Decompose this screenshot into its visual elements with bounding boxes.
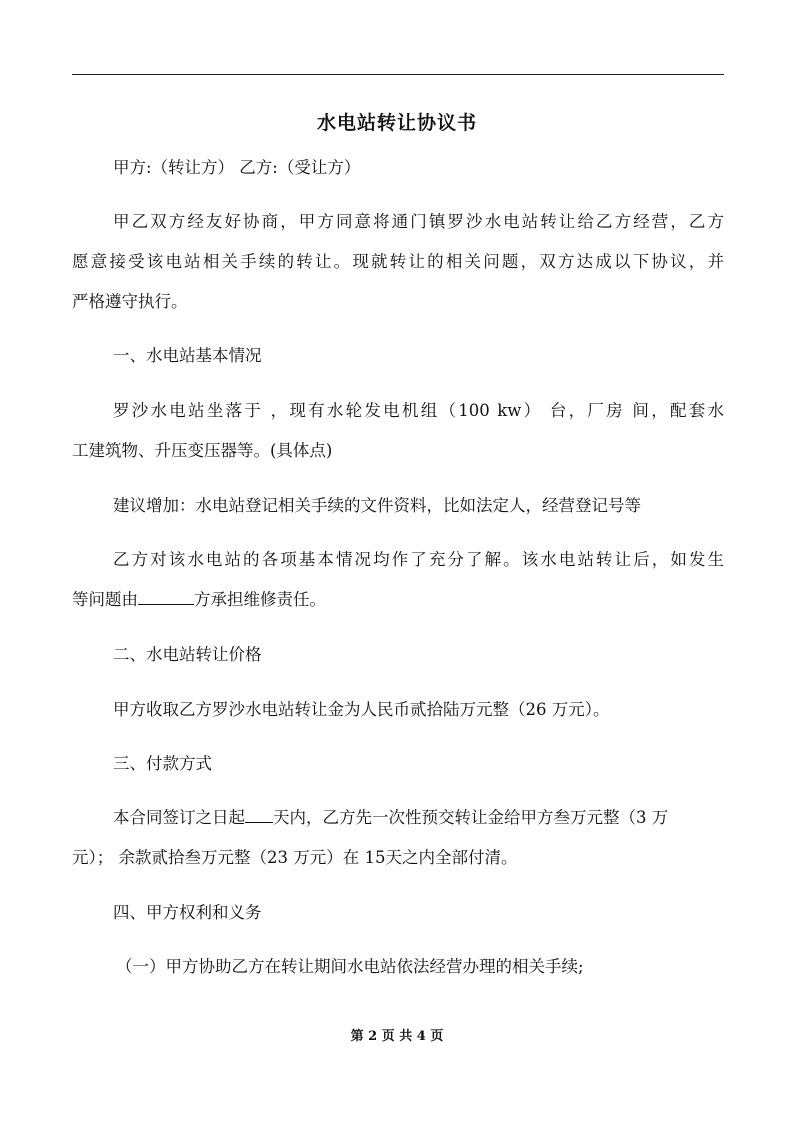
section-3-para-1-line-1 xyxy=(113,808,724,828)
page-number: 第 2 页 共 4 页 xyxy=(350,1029,444,1044)
section-1-para-3-text-b: 方承担维修责任。 xyxy=(194,590,326,609)
section-3-para-1-line-2: 元）； 余款贰拾叁万元整（23 万元）在 15天之内全部付清。 xyxy=(72,848,518,867)
section-3-para-1-text-a: 本合同签订之日起 xyxy=(113,808,245,827)
section-3-heading: 三、付款方式 xyxy=(113,754,212,773)
section-4-heading: 四、甲方权利和义务 xyxy=(113,903,262,922)
section-2-heading: 二、水电站转让价格 xyxy=(113,645,262,664)
section-1-para-3-line-1: 乙方对该水电站的各项基本情况均作了充分了解。该水电站转让后，如发生 xyxy=(113,550,724,569)
header-rule xyxy=(72,74,724,75)
section-1-para-1-line-1: 罗沙水电站坐落于 ，现有水轮发电机组（100 kw） 台，厂房 间，配套水 xyxy=(113,401,724,420)
section-4-item-1: （一）甲方协助乙方在转让期间水电站依法经营办理的相关手续; xyxy=(116,957,584,976)
section-1-para-3-text-a: 等问题由 xyxy=(72,590,138,609)
section-1-suggestion: 建议增加：水电站登记相关手续的文件资料，比如法定人，经营登记号等 xyxy=(113,496,641,515)
section-1-para-3-line-2 xyxy=(72,590,724,610)
parties-line: 甲方:（转让方） 乙方:（受让方） xyxy=(113,158,361,177)
intro-line-2: 愿意接受该电站相关手续的转让。现就转让的相关问题，双方达成以下协议，并 xyxy=(72,252,724,271)
section-2-para-1: 甲方收取乙方罗沙水电站转让金为人民币贰拾陆万元整（26 万元）。 xyxy=(113,700,610,719)
fill-in-blank xyxy=(138,604,194,605)
fill-in-blank xyxy=(245,822,273,823)
section-3-para-1-text-b: 天内，乙方先一次性预交转让金给甲方叁万元整（3 万 xyxy=(273,808,669,827)
section-1-heading: 一、水电站基本情况 xyxy=(113,346,262,365)
intro-line-3: 严格遵守执行。 xyxy=(72,292,188,311)
section-1-para-1-line-2: 工建筑物、升压变压器等。(具体点) xyxy=(72,441,333,460)
intro-line-1: 甲乙双方经友好协商，甲方同意将通门镇罗沙水电站转让给乙方经营，乙方 xyxy=(113,212,724,231)
document-title: 水电站转让协议书 xyxy=(316,112,477,134)
